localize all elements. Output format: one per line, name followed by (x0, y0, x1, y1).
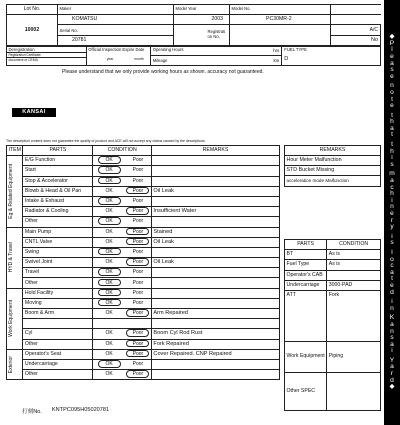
spec-value: As is (327, 260, 381, 270)
side-banner-char: e (390, 102, 394, 110)
col-condition: CONDITION (93, 146, 152, 156)
side-banner-char: e (390, 52, 394, 60)
dereg-sub1: Registration Certificate (7, 52, 86, 57)
hours-label: Operating Hours (152, 46, 184, 52)
part-name: Main Pump (23, 227, 93, 237)
remarks-box (284, 145, 381, 187)
part-name: Other (23, 339, 93, 349)
side-banner-char: d (390, 376, 394, 384)
side-banner-char: P (389, 39, 395, 47)
side-banner-char: a (390, 59, 394, 67)
table-row (7, 207, 280, 217)
condition-ok (93, 298, 125, 308)
condition-ok (93, 288, 125, 298)
part-name: Start (23, 166, 93, 176)
ok-mark: OK (98, 177, 121, 185)
part-name: Swing (23, 247, 93, 257)
spec-part: Other SPEC (285, 372, 327, 410)
condition-ok (93, 278, 125, 288)
hrs-label: hrs (273, 47, 280, 53)
table-row (7, 319, 280, 329)
poor-mark: Poor (132, 269, 144, 276)
condition-poor (125, 329, 152, 339)
table-row (7, 359, 280, 369)
condition-poor (125, 176, 152, 186)
model-year-value: 2003 (174, 15, 230, 25)
remark-text: Arm Repaired (151, 309, 279, 319)
side-banner-char: y (390, 223, 394, 231)
remarks-line: STD Bucket Missing (285, 166, 381, 176)
table-row (7, 278, 280, 288)
condition-ok (93, 309, 125, 319)
side-banner-char: ◆ (389, 33, 395, 41)
condition-ok (93, 176, 125, 186)
condition-poor (125, 247, 152, 257)
spec-part: BT (285, 250, 327, 260)
condition-ok (93, 339, 125, 349)
condition-ok (93, 186, 125, 196)
ok-mark: OK (98, 299, 121, 307)
part-name: E/G Function (23, 156, 93, 166)
spec-box (284, 239, 381, 411)
ok-mark: OK (105, 187, 113, 194)
registration-cell (174, 25, 230, 46)
remark-text: Insufficient Water (151, 207, 279, 217)
maker-cell (58, 5, 174, 15)
table-row (7, 370, 280, 380)
disclaimer: The description content does not guarantee the quality of product and ACE will not accept any claims caused by the descriptions. (6, 139, 206, 143)
poor-mark: Poor (132, 177, 144, 184)
spec-value (327, 270, 381, 280)
remark-text (151, 370, 279, 380)
side-banner-char: l (391, 46, 393, 54)
footer-value: KNTPC095H05020781 (51, 407, 110, 413)
side-banner-char: r (390, 370, 394, 378)
side-banner-char: s (390, 334, 394, 342)
ok-mark: OK (105, 371, 113, 378)
side-banner-char: e (390, 210, 394, 217)
ok-mark: OK (98, 360, 121, 368)
condition-poor (125, 309, 152, 319)
maker-label: Maker (59, 6, 72, 11)
table-row (7, 339, 280, 349)
remark-text: Oil Leak (151, 186, 279, 196)
side-banner-char: r (390, 216, 394, 224)
part-name: Intake & Exhaust (23, 196, 93, 206)
ok-mark: OK (98, 289, 121, 297)
remarks-title: REMARKS (285, 146, 381, 156)
side-banner-char: i (391, 196, 393, 204)
remark-text: Oil Leak (151, 237, 279, 247)
poor-mark: Poor (126, 228, 149, 236)
condition-poor (125, 186, 152, 196)
part-name: Other (23, 217, 93, 227)
condition-poor (125, 278, 152, 288)
spec-part: Undercarriage (285, 280, 327, 290)
poor-mark: Poor (126, 258, 149, 266)
maker-value: KOMATSU (58, 15, 174, 25)
side-banner-char: K (389, 314, 395, 322)
poor-mark: Poor (126, 187, 149, 195)
side-banner-char: a (390, 363, 394, 371)
remark-text (151, 156, 279, 166)
ac-value: No (331, 36, 381, 46)
side-banner-char: m (389, 170, 395, 178)
remark-text (151, 196, 279, 206)
location-badge: KANSAI (12, 108, 56, 117)
condition-poor (125, 349, 152, 359)
inspection-cell (86, 46, 150, 65)
side-banner-char: c (390, 183, 394, 191)
ok-mark: OK (105, 310, 113, 317)
fuel-value: D (284, 55, 289, 62)
ok-mark: OK (105, 238, 113, 245)
spec-part: ATT (285, 290, 327, 341)
condition-poor (125, 156, 152, 166)
side-banner-char: o (390, 88, 394, 96)
spec-value: 3000-PAD (327, 280, 381, 290)
condition-ok (93, 156, 125, 166)
remark-text: Cover Repaired. CNP Repaired (151, 349, 279, 359)
part-name: Hold Facility (23, 288, 93, 298)
spec-value: Fork (327, 290, 381, 341)
table-row (7, 186, 280, 196)
ok-mark: OK (98, 248, 121, 256)
part-name (23, 319, 93, 329)
remark-text (151, 176, 279, 186)
condition-poor (125, 288, 152, 298)
part-name: Travel (23, 268, 93, 278)
side-banner-char: a (390, 177, 394, 185)
poor-mark: Poor (132, 289, 144, 296)
condition-poor (125, 268, 152, 278)
spec-part: Work Equipment (285, 341, 327, 372)
category-label: Exterior (8, 355, 14, 374)
poor-mark: Poor (126, 340, 149, 348)
registration-label: Registrati on No. (207, 28, 226, 39)
side-banner-char: i (391, 347, 393, 355)
remark-text (151, 166, 279, 176)
table-row (7, 176, 280, 186)
poor-mark: Poor (126, 350, 149, 358)
side-banner-char: l (391, 248, 393, 256)
table-row (7, 156, 280, 166)
poor-mark: Poor (132, 279, 144, 286)
side-banner-char: s (390, 239, 394, 247)
spec-value: As is (327, 250, 381, 260)
ok-mark: OK (98, 217, 121, 225)
condition-poor (125, 207, 152, 217)
condition-ok (93, 237, 125, 247)
table-row (7, 268, 280, 278)
side-banner-char: h (390, 147, 394, 155)
category-cell (7, 227, 23, 288)
category-label: Eg & Related Equipment (8, 163, 14, 219)
condition-poor (125, 339, 152, 349)
remark-text (151, 298, 279, 308)
inspection-label: Official Inspection Expire Date (88, 46, 145, 52)
poor-mark: Poor (126, 207, 149, 215)
condition-poor (125, 237, 152, 247)
side-banner-char: ◆ (389, 383, 395, 391)
spec-col-parts: PARTS (285, 240, 327, 250)
poor-mark: Poor (126, 370, 149, 378)
remark-text: Oil Leak (151, 258, 279, 268)
ok-mark: OK (105, 340, 113, 347)
side-banner-char: i (391, 298, 393, 306)
remark-text (151, 247, 279, 257)
condition-poor (125, 298, 152, 308)
remark-text (151, 217, 279, 227)
table-row (7, 258, 280, 268)
col-item: ITEM (7, 146, 23, 156)
side-banner-char: d (390, 288, 394, 296)
serial-cell (58, 25, 174, 36)
side-banner-text (384, 0, 400, 425)
category-label: HYD & Travel (8, 242, 14, 273)
part-name: Moving (23, 298, 93, 308)
side-banner-char: n (390, 327, 394, 335)
condition-poor (125, 359, 152, 369)
serial-label: Serial No. (59, 27, 78, 33)
remarks-line: Hour Meter Malfunction (285, 156, 381, 166)
poor-mark: Poor (132, 218, 144, 225)
table-row (7, 196, 280, 206)
remark-text (151, 359, 279, 369)
condition-ok (93, 217, 125, 227)
dereg-sub2: document of CEMA (7, 57, 86, 63)
side-banner-char: c (390, 262, 394, 270)
col-parts: PARTS (23, 146, 93, 156)
ok-mark: OK (105, 259, 113, 266)
model-year-label: Model Year (175, 6, 197, 11)
spec-part: Operator's CAB (285, 270, 327, 280)
poor-mark: Poor (132, 361, 144, 368)
poor-mark: Poor (132, 167, 144, 174)
part-name: Stop & Accelerator (23, 176, 93, 186)
condition-ok (93, 258, 125, 268)
ok-mark: OK (105, 228, 113, 235)
condition-ok (93, 247, 125, 257)
month-label: month (134, 56, 144, 61)
ac-label: A/C (369, 26, 378, 33)
category-cell (7, 288, 23, 349)
poor-mark: Poor (126, 309, 149, 317)
side-banner-char: h (390, 118, 394, 126)
remark-text (151, 319, 279, 329)
category-cell (7, 156, 23, 227)
side-banner-char: a (390, 268, 394, 276)
remark-text (151, 268, 279, 278)
ok-mark: OK (98, 156, 121, 164)
side-banner-char: i (391, 232, 393, 240)
table-row (7, 288, 280, 298)
poor-mark: Poor (132, 248, 144, 255)
side-banner-char: a (390, 340, 394, 348)
spec-col-condition: CONDITION (327, 240, 381, 250)
part-name: Operator's Seat (23, 349, 93, 359)
hours-mileage-cell (150, 46, 282, 65)
condition-poor (125, 166, 152, 176)
side-banner-char: a (390, 320, 394, 328)
inspection-table (6, 145, 280, 380)
model-year-cell (174, 5, 230, 15)
ok-mark: OK (105, 208, 113, 215)
side-banner-char: t (391, 141, 393, 149)
side-banner-char: t (391, 95, 393, 103)
ok-mark: OK (98, 268, 121, 276)
remark-text (151, 288, 279, 298)
spec-part: Fuel Type (285, 260, 327, 270)
model-no-value: PC30MR-2 (230, 15, 331, 25)
header-block (6, 4, 381, 66)
ok-mark: OK (98, 197, 121, 205)
table-row (7, 227, 280, 237)
ok-mark: OK (105, 330, 113, 337)
side-banner-char: n (390, 304, 394, 312)
side-banner-char: n (390, 203, 394, 211)
category-cell (7, 349, 23, 380)
side-banner-char: o (390, 255, 394, 263)
category-label: Work Equipment (8, 300, 14, 338)
condition-ok (93, 207, 125, 217)
fuel-cell (282, 46, 381, 65)
table-row (7, 166, 280, 176)
serial-value: 20781 (58, 36, 174, 46)
poor-mark: Poor (132, 198, 144, 205)
condition-poor (125, 258, 152, 268)
deregistration-label: Deregistration (8, 46, 35, 52)
deregistration-cell (7, 46, 87, 65)
side-banner-char: t (391, 131, 393, 139)
side-banner-char: s (390, 160, 394, 168)
footer-label: 打刻No. (22, 409, 42, 415)
ok-mark: OK (98, 279, 121, 287)
lot-value: 10002 (7, 15, 58, 46)
ac-cell (331, 25, 381, 36)
side-banner-char: h (390, 190, 394, 198)
poor-mark: Poor (126, 329, 149, 337)
remark-text (151, 278, 279, 288)
remark-text: Boom Cyl Rod Rust (151, 329, 279, 339)
poor-mark: Poor (132, 157, 144, 164)
table-row (7, 217, 280, 227)
part-name: CNTL Valve (23, 237, 93, 247)
year-label: year (106, 56, 114, 61)
spec-value (327, 372, 381, 410)
side-banner-char: Y (389, 356, 395, 364)
side-banner-char: s (390, 66, 394, 74)
condition-ok (93, 196, 125, 206)
part-name: Swivel Joint (23, 258, 93, 268)
side-banner-char: e (390, 281, 394, 289)
ok-mark: OK (105, 350, 113, 357)
ok-mark: OK (98, 166, 121, 174)
side-banner-char: i (391, 154, 393, 162)
side-banner-char: t (391, 111, 393, 119)
mileage-label: Mileage (152, 57, 168, 63)
condition-poor (125, 196, 152, 206)
part-name: Blowb & Head & Oil Pan (23, 186, 93, 196)
side-banner-char: n (390, 82, 394, 90)
table-row (7, 329, 280, 339)
model-no-label: Model No. (231, 6, 251, 11)
km-label: km (273, 57, 280, 63)
footer (22, 407, 109, 415)
condition-poor (125, 217, 152, 227)
condition-poor (125, 370, 152, 380)
condition-ok (93, 227, 125, 237)
part-name: Cyl (23, 329, 93, 339)
hours-notice: Please understand that we only provide working hours as shown. accuracy not guaranteed. (62, 69, 264, 75)
side-banner-char: a (390, 124, 394, 132)
condition-ok (93, 329, 125, 339)
fuel-label: FUEL TYPE (284, 46, 307, 52)
condition-ok (93, 370, 125, 380)
part-name: Other (23, 278, 93, 288)
remark-text: Stained (151, 227, 279, 237)
part-name: Undercarriage (23, 359, 93, 369)
condition-poor (125, 227, 152, 237)
part-name: Other (23, 370, 93, 380)
part-name: Boom & Arm (23, 309, 93, 319)
part-name: Radiator & Cooling (23, 207, 93, 217)
side-banner-char: t (391, 275, 393, 283)
table-row (7, 298, 280, 308)
condition-ok (93, 349, 125, 359)
condition-ok (93, 166, 125, 176)
table-row (7, 309, 280, 319)
spec-value: Piping (327, 341, 381, 372)
poor-mark: Poor (126, 238, 149, 246)
table-row (7, 349, 280, 359)
poor-mark: Poor (132, 299, 144, 306)
col-remarks: REMARKS (151, 146, 279, 156)
condition-ok (93, 268, 125, 278)
remarks-line: acceleration mode Malfunction (285, 176, 381, 186)
lot-label: Lot No. (7, 5, 58, 15)
table-row (7, 247, 280, 257)
condition-ok (93, 359, 125, 369)
remark-text: Fork Repaired (151, 339, 279, 349)
model-no-cell (230, 5, 331, 15)
table-row (7, 237, 280, 247)
side-banner-char: e (390, 72, 394, 80)
